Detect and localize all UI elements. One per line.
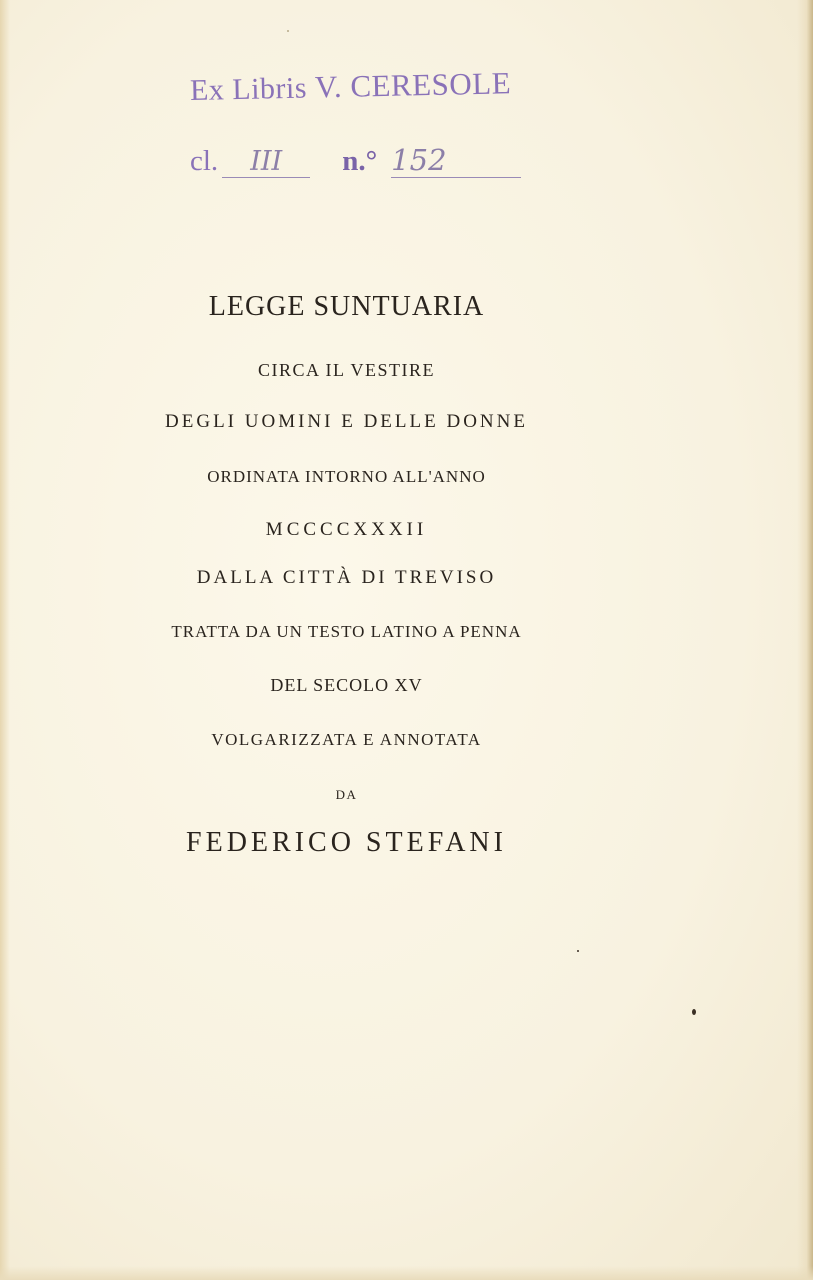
page-edge-right xyxy=(797,0,813,1280)
by-line: DA xyxy=(335,787,358,802)
ex-libris-stamp xyxy=(190,65,512,108)
class-value-handwritten: III xyxy=(222,146,310,178)
paper-speck xyxy=(692,1009,696,1015)
subtitle-line-3: ORDINATA INTORNO ALL'ANNO xyxy=(207,467,486,486)
source-line: TRATTA DA UN TESTO LATINO A PENNA xyxy=(171,622,522,641)
ex-libris-label: Ex Libris xyxy=(189,71,308,107)
paper-speck xyxy=(577,950,579,952)
shelfmark-stamp xyxy=(190,143,521,178)
book-title: LEGGE SUNTUARIA xyxy=(208,291,485,322)
translation-line: VOLGARIZZATA E ANNOTATA xyxy=(211,730,482,749)
subtitle-line-2: DEGLI UOMINI E DELLE DONNE xyxy=(165,411,528,432)
page-edge-bottom xyxy=(0,1266,813,1280)
number-value-handwritten: 152 xyxy=(391,143,521,178)
class-label: cl. xyxy=(190,145,219,177)
ex-libris-owner: V. CERESOLE xyxy=(314,65,512,105)
number-label: n.° xyxy=(342,145,378,177)
year-roman: MCCCCXXXII xyxy=(265,519,428,540)
subtitle-line-1: CIRCA IL VESTIRE xyxy=(257,360,435,380)
author-name: FEDERICO STEFANI xyxy=(186,827,507,858)
paper-speck xyxy=(287,30,289,32)
city-line: DALLA CITTÀ DI TREVISO xyxy=(196,567,497,588)
century-line: DEL SECOLO XV xyxy=(270,675,423,695)
